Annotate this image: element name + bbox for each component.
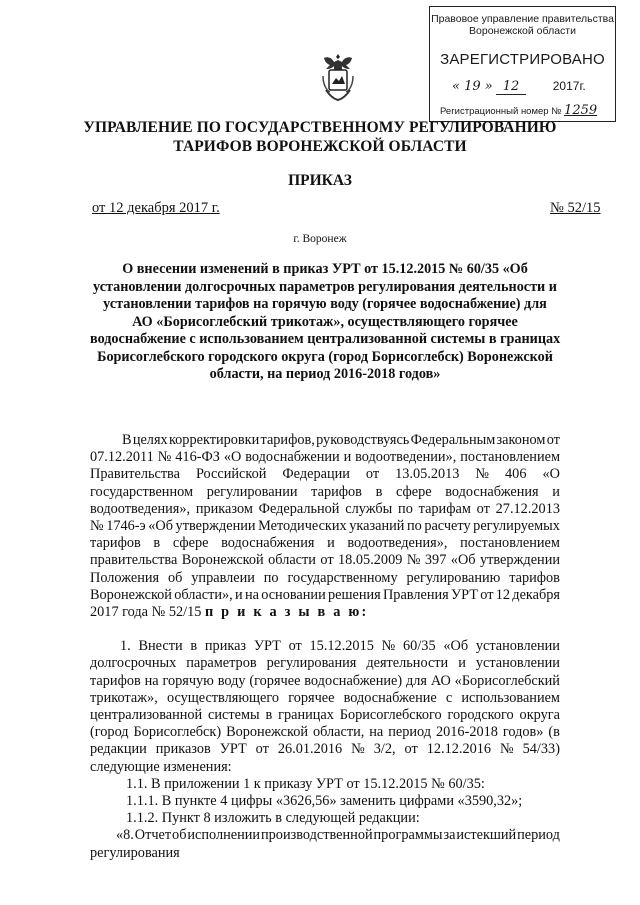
word: декабря [512,586,560,603]
word: «Об [148,518,173,535]
word: Федеральной [258,500,340,517]
word: в [190,638,198,655]
word: Воронежской [226,724,309,741]
text-line [90,690,560,707]
word: водоснабжения [221,535,315,552]
preamble [90,432,560,621]
text-line [90,535,560,552]
word: за [443,827,456,844]
word: водоснабжение) [304,672,403,689]
stamp-reg-number-row [440,103,597,118]
word: 406 [505,466,527,483]
word: программы [373,827,443,844]
word: правительства [90,552,178,569]
word: и [552,483,560,500]
word: с [445,689,453,706]
word: 15.12.2015 [309,638,374,655]
word: от [546,432,560,448]
word: № [157,449,172,466]
word: от [255,741,269,758]
text-line [90,466,560,483]
order-date: от 12 декабря 2017 г. [92,200,220,216]
word: 26.01.2016 [277,741,343,758]
word: 18.05.2009 [338,552,403,569]
text-line: следующие изменения: [90,758,232,775]
sub-item: 1.1. В приложении 1 к приказу УРТ от 15.12.2015 № 60/35: [126,775,485,792]
word: производственной [261,827,373,844]
word: регулирования [266,655,357,672]
stamp-month: 12 [496,79,526,95]
word: от [288,638,302,655]
word: 60/35 [403,638,436,655]
stamp-reg-number: 1259 [564,103,598,118]
word: 12.12.2016 [426,741,492,758]
word: № [475,466,490,483]
word: от [404,741,418,758]
word: тарифов [509,569,560,586]
word: 3/2, [373,741,396,758]
word: 416-ФЗ [175,449,220,466]
word: регулируемых [473,518,560,535]
word: Борисоглебск) [133,724,222,741]
word: истекший [456,827,517,844]
word: об [167,569,183,586]
text-line [90,741,560,758]
word: основании [261,586,326,603]
word: УРТ [219,741,247,758]
word: «Об [450,552,476,569]
word: указаний [349,518,405,535]
organization-name: УПРАВЛЕНИЕ ПО ГОСУДАРСТВЕННОМУ РЕГУЛИРОВАНИЮ ТАРИФОВ ВОРОНЕЖСКОЙ ОБЛАСТИ [83,119,557,155]
word: утверждении [479,552,560,569]
word: службы [345,500,393,517]
word: области, [312,724,365,741]
word: приказ [204,638,247,655]
stamp-day: « 19 » [452,79,493,94]
word: централизованной [90,707,203,724]
word: Федеральным [410,432,496,448]
word: «Об [443,638,469,655]
word: и [327,535,335,552]
word: (город [90,724,129,741]
stamp-status: ЗАРЕГИСТРИРОВАНО [440,51,605,68]
word: воду [217,672,246,689]
word: постановлением [460,535,560,552]
word: по [263,569,279,586]
word: № [381,638,396,655]
word: утверждении [175,518,256,535]
word: городского [447,707,514,724]
text-line [90,501,560,518]
stamp-year: 2017г. [552,79,586,93]
text-line [90,673,560,690]
word: «Борисоглебский [454,672,560,689]
word: «О [542,466,560,483]
word: (горячее [249,672,301,689]
word: 1746-э [106,518,146,535]
stamp-organization: Правовое управление правительства Воронежской области [431,13,614,37]
document-type: ПРИКАЗ [288,172,352,189]
word: УРТ [451,586,478,603]
text-line [90,724,560,741]
word: годов» [502,724,544,741]
word: регулировании [206,483,298,500]
word: на [144,672,159,689]
word: расчету [424,518,471,535]
word: руководствуясь [316,432,410,448]
word: в [375,483,383,500]
word: долгосрочных [90,655,177,672]
word: установлении [475,655,560,672]
word: горячую [162,672,214,689]
sub-item: 1.1.2. Пункт 8 изложить в следующей редакции: [126,810,420,827]
word: 397 [424,552,447,569]
word: на [244,586,259,603]
text-line [90,449,560,466]
word: Правительства [90,466,180,483]
text-line [90,570,560,587]
text-line [90,432,560,449]
word: тарифов [311,483,362,500]
word: округа [519,707,560,724]
coat-of-arms-icon [318,52,358,102]
word: исполнении [187,827,261,844]
text-line [90,655,560,672]
word: тарифов, [260,432,315,448]
text-line [90,587,560,604]
word: водоотведения», [90,500,191,517]
word: водоснабжение [343,689,437,706]
word: Воронежской [90,586,172,603]
word: сфере [395,483,432,500]
orders-word: п р и к а з ы в а ю: [204,604,369,621]
word: сфере [172,535,209,552]
word: № [500,741,514,758]
preamble-ending: 2017 года № 52/15 [90,604,202,621]
city: г. Воронеж [293,233,347,245]
word: Внести [138,638,183,655]
order-body [90,432,560,862]
word: «8. [116,827,134,844]
word: осуществляющего [166,689,280,706]
word: от [320,552,334,569]
registration-stamp [429,6,616,122]
word: целях [132,432,168,448]
word: области», [174,586,233,603]
word: (в [548,724,560,741]
word: постановлением [460,449,560,466]
word: законом [496,432,546,448]
word: и [235,586,243,603]
word: в [153,535,161,552]
word: АО [430,672,451,689]
stamp-date [452,79,612,95]
word: период [517,827,560,844]
word: период [388,724,432,741]
word: Федерации [282,466,350,483]
word: тарифам [418,500,471,517]
word: 07.12.2011 [90,449,154,466]
word: 13.05.2013 [395,466,460,483]
word: границах [278,707,334,724]
word: Положения [90,569,160,586]
order-number: № 52/15 [550,200,601,216]
word: от [476,500,490,517]
word: водоснабжения [445,483,539,500]
word: по [398,500,413,517]
word: решения [327,586,381,603]
word: Воронежской [181,552,264,569]
word: Отчет [134,827,172,844]
word: 1. [120,638,131,655]
word: Правления [382,586,449,603]
text-line: регулирования [90,844,180,861]
word: для [406,672,428,689]
word: 54/33) [522,741,560,758]
word: приказом [195,500,253,517]
word: регулированию [406,569,501,586]
word: использованием [461,689,560,706]
word: 2016-2018 [435,724,498,741]
quoted-paragraph [90,827,560,861]
text-line [90,707,560,724]
text-line [90,827,560,844]
text-line [90,604,560,621]
word: по [406,518,422,535]
word: государственному [287,569,398,586]
order-title: О внесении изменений в приказ УРТ от 15.12.2015 № 60/35 «Об установлении долгосрочных параметров регулирования деятельности и установлении тарифов на горячую воду (горячее водоснабжение) для АО «Борисоглебский трикотаж», осуществляющего горячее водоснабжение с использованием централизованной системы в границах Борисоглебского городского округа (город Борисоглебск) Воронежской области, на период 2016-2018 годов» [90,261,561,382]
word: от [480,586,494,603]
text-line [90,638,560,655]
text-line [90,552,560,569]
sub-items [90,776,560,828]
word: трикотаж», [90,689,158,706]
word: на [369,724,384,741]
word: тарифов [90,535,141,552]
word: управлеии [191,569,255,586]
word: 27.12.2013 [495,500,560,517]
word: Методических [258,518,347,535]
word: «О [223,449,242,466]
word: № [90,518,104,535]
word: водоснабжении [245,449,340,466]
word: приказов [155,741,211,758]
word: 12 [495,586,511,603]
word: государственном [90,483,194,500]
sub-item: 1.1.1. В пункте 4 цифры «3626,56» заменить цифрами «3590,32»; [126,793,523,810]
stamp-reg-label: Регистрационный номер № [440,106,562,117]
item-1 [90,638,560,776]
word: параметров [186,655,257,672]
word: об [172,827,187,844]
text-line [90,518,560,535]
word: № [351,741,365,758]
word: области [268,552,316,569]
word: установлении [475,638,560,655]
word: Российской [195,466,267,483]
text-line [90,484,560,501]
word: УРТ [253,638,281,655]
word: системы [208,707,260,724]
word: тарифов [90,672,141,689]
word: и [343,449,352,466]
word: от [365,466,380,483]
word: деятельности [366,655,449,672]
word: и [458,655,466,672]
word: корректировки [168,432,260,448]
word: горячее [288,689,335,706]
word: в [265,707,273,724]
word: Борисоглебского [339,707,442,724]
word: водоотведения», [347,535,448,552]
word: водоотведении», [355,449,457,466]
word: В [122,432,132,448]
word: № [406,552,421,569]
word: редакции [90,741,147,758]
